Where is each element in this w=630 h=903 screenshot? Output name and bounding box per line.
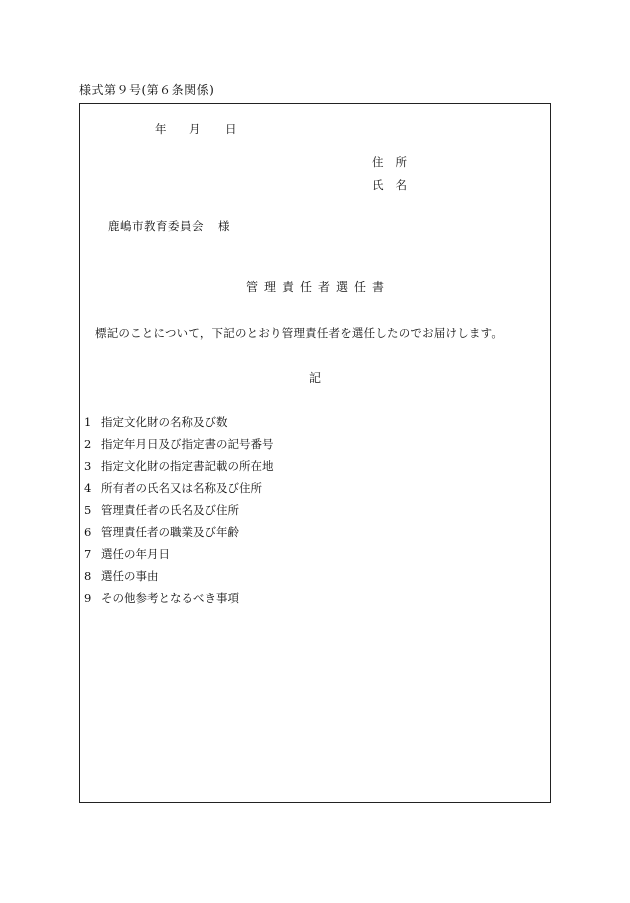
date-line (155, 121, 245, 137)
item-number: 1 (84, 415, 92, 429)
item-text: 管理責任者の職業及び年齢 (101, 525, 239, 539)
item-number: 3 (84, 459, 92, 473)
item-number: 5 (84, 503, 92, 517)
document-title: 管理責任者選任書 (245, 280, 390, 294)
item-text: 管理責任者の氏名及び住所 (101, 503, 239, 517)
recipient-honorific: 様 (218, 219, 230, 233)
list-item (84, 501, 274, 523)
form-number: 様式第９号(第６条関係) (79, 83, 215, 97)
ki-heading: 記 (308, 371, 321, 385)
item-number: 7 (84, 547, 92, 561)
recipient (108, 218, 230, 234)
list-item (84, 545, 274, 567)
item-text: 指定文化財の指定書記載の所在地 (101, 459, 274, 473)
body-text: 標記のことについて，下記のとおり管理責任者を選任したのでお届けします。 (95, 326, 504, 340)
item-number: 8 (84, 569, 92, 583)
item-text: 選任の年月日 (101, 547, 170, 561)
list-item (84, 567, 274, 589)
item-text: 指定年月日及び指定書の記号番号 (101, 437, 274, 451)
list-item (84, 413, 274, 435)
date-month-label: 月 (189, 122, 201, 136)
list-item (84, 435, 274, 457)
name-label: 氏名 (372, 178, 419, 192)
list-item (84, 457, 274, 479)
item-number: 9 (84, 591, 92, 605)
item-number: 2 (84, 437, 92, 451)
item-list (84, 413, 274, 611)
date-day-label: 日 (225, 122, 237, 136)
item-text: その他参考となるべき事項 (101, 591, 239, 605)
address-label: 住所 (372, 155, 419, 169)
applicant-block (372, 151, 419, 197)
list-item (84, 479, 274, 501)
item-number: 6 (84, 525, 92, 539)
list-item (84, 589, 274, 611)
recipient-name: 鹿嶋市教育委員会 (108, 219, 204, 233)
item-text: 指定文化財の名称及び数 (101, 415, 228, 429)
item-number: 4 (84, 481, 92, 495)
list-item (84, 523, 274, 545)
date-year-label: 年 (155, 122, 167, 136)
item-text: 所有者の氏名又は名称及び住所 (101, 481, 262, 495)
item-text: 選任の事由 (101, 569, 159, 583)
